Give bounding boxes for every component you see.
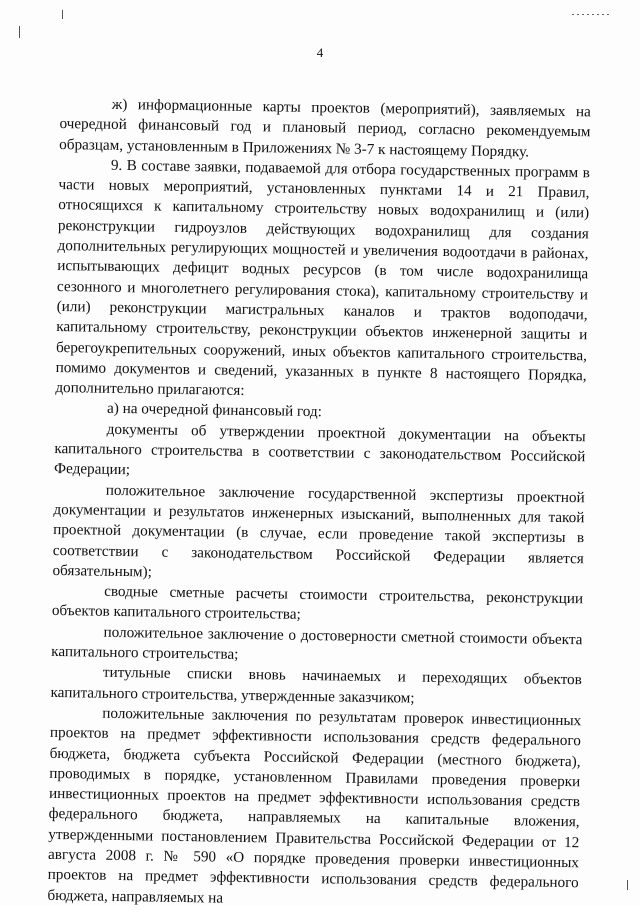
paragraph-item-a: а) на очередной финансовый год: bbox=[106, 400, 323, 421]
page-number: 4 bbox=[316, 45, 324, 60]
scan-artifact bbox=[572, 14, 610, 15]
paragraph-item-zh: ж) информационные карты проектов (мероприятий), заявляемых на очередной финансовый год и плановый период, согласно рекомендуемым образцам, установленным в Приложениях № 3-7 к настоящему Порядку. bbox=[59, 95, 591, 160]
paragraph-clause-9: 9. В составе заявки, подаваемой для отбора государственных программ в части новых мероприятий, установленных пунктами 14 и 21 Правил, относящихся к капитальному строительству новых водохранилищ и (или) реконструкции гидроузлов действующих водохранилищ для создания дополнительных регулирующих мощностей и увеличения водоотдачи в районах, испытывающих дефицит водных ресурсов (в том числе водохранилища сезонного и многолетнего регулирования стока), капитальному строительству и (или) реконструкции магистральных каналов и трактов водоподачи, капитальному строительству, реконструкции объектов инженерной защиты и берегоукрепительных сооружений, иных объектов капитального строительства, помимо документов и сведений, указанных в пункте 8 настоящего Порядка, дополнительно прилагаются: bbox=[55, 156, 590, 400]
paragraph-investment-checks: положительные заключения по результатам проверок инвестиционных проектов на предмет эффективности использования средств федерального бюджета, бюджета субъекта Российской Федерации (местного бюджета), проводимых в порядке, установленном Правилами проведения проверки инвестиционных проектов на предмет эффективности использования средств федерального бюджета, направляемых на капитальные вложения, утвержденными постановлением Правительства Российской Федерации от 12 августа 2008 г. № 590 «О порядке проведения проверки инвестиционных проектов на предмет эффективности использования средств федерального бюджета, направляемых на bbox=[47, 704, 582, 907]
paragraph-state-expertise: положительное заключение государственной экспертизы проектной документации и результатов инженерных изысканий, выполненных для такой проектной документации (в случае, если проведение такой экспертизы в соответствии с законодательством Российской Федерации является обязательным); bbox=[52, 481, 585, 581]
document-body bbox=[47, 94, 591, 914]
scan-artifact bbox=[62, 10, 63, 19]
paragraph-cost-estimates: сводные сметные расчеты стоимости строительства, реконструкции объектов капитального строительства; bbox=[51, 582, 584, 624]
paragraph-cost-reliability: положительное заключение о достоверности сметной стоимости объекта капитального строительства; bbox=[51, 623, 583, 663]
paragraph-title-lists: титульные списки вновь начинаемых и переходящих объектов капитального строительства, утвержденные заказчиком; bbox=[50, 664, 582, 707]
scan-artifact bbox=[627, 880, 628, 890]
scan-artifact bbox=[19, 26, 20, 38]
paragraph-design-approval-docs: документы об утверждении проектной документации на объекты капитального строительства в соответствии с законодательством Российской Федерации; bbox=[53, 420, 586, 479]
